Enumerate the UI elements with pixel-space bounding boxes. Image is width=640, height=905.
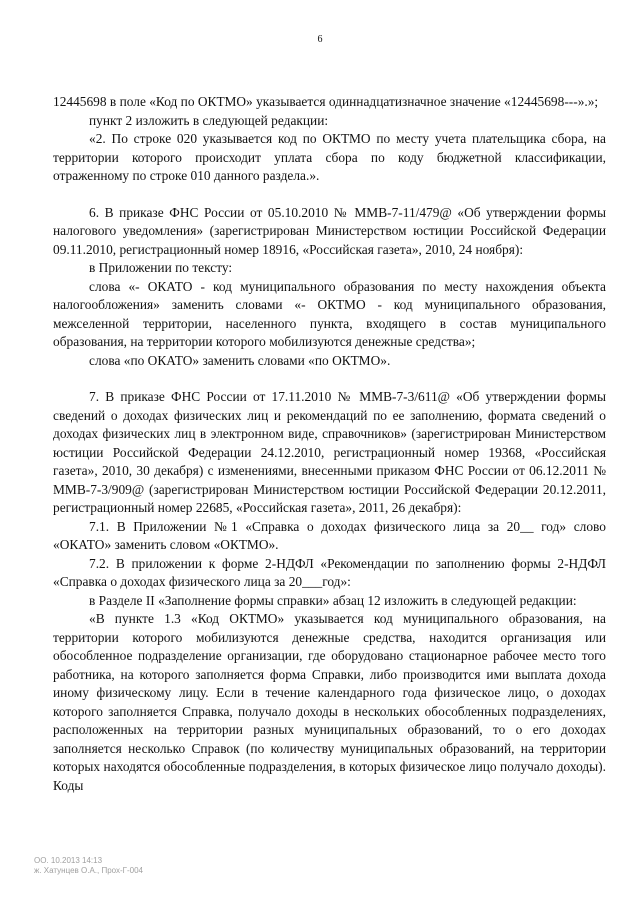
paragraph-7-1: 7.1. В Приложении №1 «Справка о доходах физического лица за 20__ год» слово «ОКАТО» заменить словом «ОКТМО». (53, 518, 606, 552)
paragraph-point-2-intro: пункт 2 изложить в следующей редакции: (89, 112, 329, 128)
paragraph-appendix-text: в Приложении по тексту: (89, 260, 233, 275)
paragraph-point-2-text: «2. По строке 020 указывается код по ОКТМО по месту учета плательщика сбора, на территории которого происходит уплата сбора по коду бюджетной классификации, отраженному по строке 010 данного раздела.». (53, 131, 606, 183)
paragraph-section-6: 6. В приказе ФНС России от 05.10.2010 № ММВ-7-11/479@ «Об утверждении формы налогового уведомления» (зарегистрирован Министерством юстиции Российской Федерации 09.11.2010, регистрационный номер 18916, «Российская газета», 2010, 24 ноября): (53, 204, 606, 257)
section-gap (53, 186, 606, 204)
paragraph-section-7: 7. В приказе ФНС России от 17.11.2010 № ММВ-7-3/611@ «Об утверждении формы сведений о доходах физических лиц и рекомендаций по ее заполнению, формата сведений о доходах физических лиц в электронном виде, справочников» (зарегистрирован Министерством юстиции Российской Федерации 24.12.2010, регистрационный номер 19368, «Российская газета», 2010, 30 декабря) с изменениями, внесенными приказом ФНС России от 06.12.2011 № ММВ-7-3/909@ (зарегистрирован Министерством юстиции Российской Федерации 20.12.2011, регистрационный номер 22685, «Российская газета», 2011, 26 декабря): (53, 389, 606, 515)
paragraph-section-ii: в Разделе II «Заполнение формы справки» абзац 12 изложить в следующей редакции: (89, 592, 577, 608)
document-body (53, 93, 606, 795)
footer-date: ОО. 10.2013 14:13 (34, 856, 103, 865)
section-gap (53, 370, 606, 388)
paragraph-okato-replace-2: слова «по ОКАТО» заменить словами «по ОКТМО». (89, 352, 391, 368)
paragraph-okato-replace-1: слова «- ОКАТО - код муниципального образования по месту нахождения объекта налогообложения» заменить словами «- ОКТМО - код муниципального образования, межселенной территории, населенного пункта, входящего в состав муниципального образования, на территории которого мобилизуются денежные средства»; (53, 278, 606, 349)
footer-author: ж. Хатунцев О.А., Прох-Г-004 (34, 866, 144, 875)
paragraph-point-1-3: «В пункте 1.3 «Код ОКТМО» указывается код муниципального образования, на территории которого мобилизуются денежные средства, находится организация или обособленное подразделение организации, где оборудовано стационарное рабочее место того работника, на которого заполняется форма Справки, либо производится ими выплата дохода иному физическому лицу. Если в течение календарного года физическое лицо, о доходах которого заполняется Справка, получало доходы в нескольких обособленных подразделениях, расположенных на территории разных муниципальных образований, то о его доходах заполняется несколько Справок (по количеству муниципальных образований, на территории которых находятся обособленные подразделения, в которых физическое лицо получало доходы). Коды (53, 611, 606, 793)
paragraph-oktmo-value: 12445698 в поле «Код по ОКТМО» указывается одиннадцатизначное значение «12445698---».»; (53, 94, 599, 109)
page-number: 6 (317, 34, 323, 45)
footer-stamp (34, 856, 143, 876)
paragraph-7-2: 7.2. В приложении к форме 2-НДФЛ «Рекомендации по заполнению формы 2-НДФЛ «Справка о доходах физического лица за 20___год»: (53, 555, 606, 589)
